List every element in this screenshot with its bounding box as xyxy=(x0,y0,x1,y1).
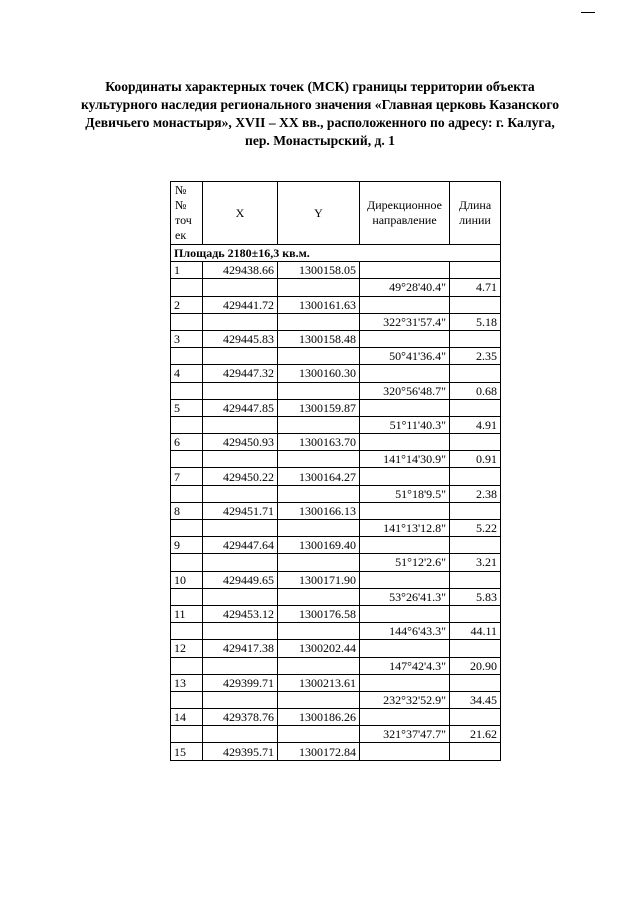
point-y: 1300158.48 xyxy=(278,330,360,347)
point-number: 9 xyxy=(171,537,203,554)
table-header-row xyxy=(171,182,501,245)
point-x: 429447.85 xyxy=(203,399,278,416)
segment-direction: 144°6'43.3" xyxy=(360,623,450,640)
point-number: 5 xyxy=(171,399,203,416)
title-line: культурного наследия регионального значения «Главная церковь Казанского xyxy=(80,97,559,112)
segment-length: 4.91 xyxy=(450,416,501,433)
empty-cell xyxy=(171,416,203,433)
point-row xyxy=(171,262,501,279)
empty-cell xyxy=(360,434,450,451)
point-row xyxy=(171,365,501,382)
segment-direction: 53°26'41.3" xyxy=(360,588,450,605)
empty-cell xyxy=(360,743,450,760)
point-number: 13 xyxy=(171,674,203,691)
segment-length: 5.18 xyxy=(450,313,501,330)
point-x: 429441.72 xyxy=(203,296,278,313)
point-x: 429378.76 xyxy=(203,709,278,726)
empty-cell xyxy=(171,623,203,640)
segment-row xyxy=(171,451,501,468)
point-row xyxy=(171,571,501,588)
segment-direction: 147°42'4.3" xyxy=(360,657,450,674)
empty-cell xyxy=(171,279,203,296)
point-y: 1300169.40 xyxy=(278,537,360,554)
point-y: 1300202.44 xyxy=(278,640,360,657)
header-length: Длина линии xyxy=(450,182,501,245)
point-number: 15 xyxy=(171,743,203,760)
empty-cell xyxy=(278,451,360,468)
point-x: 429417.38 xyxy=(203,640,278,657)
point-x: 429399.71 xyxy=(203,674,278,691)
empty-cell xyxy=(450,674,501,691)
point-x: 429447.32 xyxy=(203,365,278,382)
empty-cell xyxy=(278,691,360,708)
point-number: 6 xyxy=(171,434,203,451)
empty-cell xyxy=(171,657,203,674)
segment-direction: 49°28'40.4" xyxy=(360,279,450,296)
empty-cell xyxy=(360,399,450,416)
empty-cell xyxy=(450,502,501,519)
segment-row xyxy=(171,726,501,743)
empty-cell xyxy=(203,726,278,743)
point-row xyxy=(171,743,501,760)
empty-cell xyxy=(171,451,203,468)
segment-row xyxy=(171,623,501,640)
empty-cell xyxy=(203,279,278,296)
empty-cell xyxy=(450,365,501,382)
empty-cell xyxy=(360,709,450,726)
empty-cell xyxy=(171,691,203,708)
empty-cell xyxy=(360,674,450,691)
point-row xyxy=(171,674,501,691)
empty-cell xyxy=(171,520,203,537)
empty-cell xyxy=(278,416,360,433)
segment-length: 3.21 xyxy=(450,554,501,571)
point-number: 4 xyxy=(171,365,203,382)
segment-length: 5.22 xyxy=(450,520,501,537)
point-x: 429451.71 xyxy=(203,502,278,519)
empty-cell xyxy=(360,537,450,554)
point-y: 1300164.27 xyxy=(278,468,360,485)
empty-cell xyxy=(450,399,501,416)
point-x: 429438.66 xyxy=(203,262,278,279)
point-x: 429453.12 xyxy=(203,605,278,622)
point-row xyxy=(171,605,501,622)
empty-cell xyxy=(171,313,203,330)
point-number: 3 xyxy=(171,330,203,347)
point-y: 1300161.63 xyxy=(278,296,360,313)
title-line: Координаты характерных точек (МСК) границы территории объекта xyxy=(105,79,535,94)
header-x: X xyxy=(203,182,278,245)
segment-direction: 141°14'30.9" xyxy=(360,451,450,468)
segment-length: 5.83 xyxy=(450,588,501,605)
point-y: 1300186.26 xyxy=(278,709,360,726)
point-x: 429447.64 xyxy=(203,537,278,554)
point-row xyxy=(171,399,501,416)
empty-cell xyxy=(278,588,360,605)
point-x: 429445.83 xyxy=(203,330,278,347)
empty-cell xyxy=(203,451,278,468)
segment-row xyxy=(171,657,501,674)
point-row xyxy=(171,709,501,726)
empty-cell xyxy=(360,571,450,588)
point-number: 12 xyxy=(171,640,203,657)
empty-cell xyxy=(450,640,501,657)
segment-row xyxy=(171,348,501,365)
corner-mark xyxy=(581,12,595,13)
segment-direction: 322°31'57.4" xyxy=(360,313,450,330)
segment-length: 34.45 xyxy=(450,691,501,708)
empty-cell xyxy=(278,554,360,571)
point-x: 429449.65 xyxy=(203,571,278,588)
empty-cell xyxy=(360,468,450,485)
point-row xyxy=(171,537,501,554)
point-row xyxy=(171,330,501,347)
empty-cell xyxy=(278,657,360,674)
segment-length: 21.62 xyxy=(450,726,501,743)
empty-cell xyxy=(278,726,360,743)
segment-row xyxy=(171,485,501,502)
segment-direction: 51°12'2.6" xyxy=(360,554,450,571)
empty-cell xyxy=(171,726,203,743)
empty-cell xyxy=(360,365,450,382)
empty-cell xyxy=(450,709,501,726)
empty-cell xyxy=(450,605,501,622)
segment-length: 0.68 xyxy=(450,382,501,399)
empty-cell xyxy=(360,640,450,657)
empty-cell xyxy=(278,623,360,640)
empty-cell xyxy=(278,348,360,365)
empty-cell xyxy=(171,348,203,365)
point-x: 429450.22 xyxy=(203,468,278,485)
point-y: 1300172.84 xyxy=(278,743,360,760)
empty-cell xyxy=(203,657,278,674)
document-title xyxy=(70,78,570,150)
empty-cell xyxy=(360,296,450,313)
segment-direction: 232°32'52.9" xyxy=(360,691,450,708)
empty-cell xyxy=(278,382,360,399)
segment-direction: 141°13'12.8" xyxy=(360,520,450,537)
point-row xyxy=(171,296,501,313)
point-y: 1300158.05 xyxy=(278,262,360,279)
empty-cell xyxy=(203,348,278,365)
point-row xyxy=(171,468,501,485)
empty-cell xyxy=(203,691,278,708)
title-line: пер. Монастырский, д. 1 xyxy=(245,133,395,148)
point-y: 1300166.13 xyxy=(278,502,360,519)
point-y: 1300171.90 xyxy=(278,571,360,588)
header-number: № № точ ек xyxy=(171,182,203,245)
empty-cell xyxy=(171,382,203,399)
segment-row xyxy=(171,279,501,296)
empty-cell xyxy=(450,571,501,588)
point-row xyxy=(171,640,501,657)
point-row xyxy=(171,434,501,451)
empty-cell xyxy=(278,485,360,502)
segment-row xyxy=(171,554,501,571)
empty-cell xyxy=(450,743,501,760)
segment-length: 4.71 xyxy=(450,279,501,296)
empty-cell xyxy=(360,330,450,347)
empty-cell xyxy=(203,520,278,537)
empty-cell xyxy=(360,262,450,279)
empty-cell xyxy=(203,588,278,605)
empty-cell xyxy=(171,588,203,605)
empty-cell xyxy=(203,313,278,330)
segment-direction: 321°37'47.7" xyxy=(360,726,450,743)
segment-length: 2.38 xyxy=(450,485,501,502)
segment-length: 0.91 xyxy=(450,451,501,468)
empty-cell xyxy=(203,485,278,502)
segment-length: 20.90 xyxy=(450,657,501,674)
point-y: 1300176.58 xyxy=(278,605,360,622)
segment-row xyxy=(171,588,501,605)
segment-direction: 50°41'36.4" xyxy=(360,348,450,365)
area-row xyxy=(171,245,501,262)
point-x: 429450.93 xyxy=(203,434,278,451)
empty-cell xyxy=(203,554,278,571)
empty-cell xyxy=(450,296,501,313)
segment-row xyxy=(171,691,501,708)
point-number: 10 xyxy=(171,571,203,588)
point-number: 1 xyxy=(171,262,203,279)
empty-cell xyxy=(450,262,501,279)
empty-cell xyxy=(278,313,360,330)
point-number: 8 xyxy=(171,502,203,519)
point-number: 11 xyxy=(171,605,203,622)
title-line: Девичьего монастыря», XVII – XX вв., расположенного по адресу: г. Калуга, xyxy=(85,115,555,130)
empty-cell xyxy=(450,330,501,347)
segment-direction: 51°11'40.3" xyxy=(360,416,450,433)
segment-row xyxy=(171,313,501,330)
empty-cell xyxy=(450,468,501,485)
empty-cell xyxy=(278,279,360,296)
segment-row xyxy=(171,416,501,433)
segment-row xyxy=(171,382,501,399)
header-direction: Дирекционное направление xyxy=(360,182,450,245)
empty-cell xyxy=(171,554,203,571)
header-y: Y xyxy=(278,182,360,245)
segment-direction: 320°56'48.7" xyxy=(360,382,450,399)
segment-length: 2.35 xyxy=(450,348,501,365)
point-y: 1300160.30 xyxy=(278,365,360,382)
segment-row xyxy=(171,520,501,537)
empty-cell xyxy=(203,416,278,433)
coordinates-table xyxy=(170,181,501,761)
point-number: 14 xyxy=(171,709,203,726)
segment-length: 44.11 xyxy=(450,623,501,640)
empty-cell xyxy=(171,485,203,502)
empty-cell xyxy=(450,537,501,554)
empty-cell xyxy=(360,605,450,622)
empty-cell xyxy=(360,502,450,519)
point-x: 429395.71 xyxy=(203,743,278,760)
point-number: 7 xyxy=(171,468,203,485)
point-y: 1300163.70 xyxy=(278,434,360,451)
point-row xyxy=(171,502,501,519)
empty-cell xyxy=(450,434,501,451)
empty-cell xyxy=(203,382,278,399)
area-cell: Площадь 2180±16,3 кв.м. xyxy=(171,245,501,262)
empty-cell xyxy=(203,623,278,640)
point-y: 1300159.87 xyxy=(278,399,360,416)
point-number: 2 xyxy=(171,296,203,313)
segment-direction: 51°18'9.5" xyxy=(360,485,450,502)
empty-cell xyxy=(278,520,360,537)
point-y: 1300213.61 xyxy=(278,674,360,691)
